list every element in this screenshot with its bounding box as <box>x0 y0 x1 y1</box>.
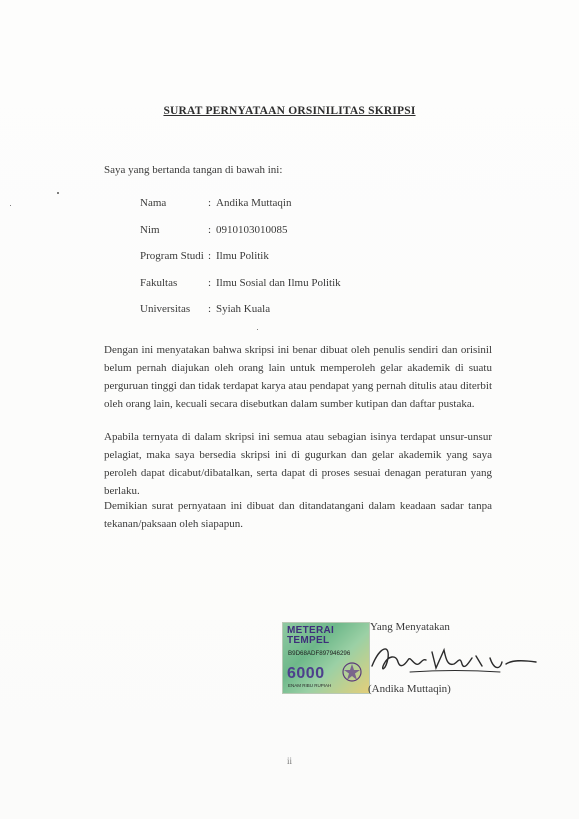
field-label: Universitas <box>140 303 191 315</box>
scan-speck <box>257 329 258 330</box>
field-label: Program Studi <box>140 250 204 262</box>
field-row-nama <box>140 197 341 224</box>
field-value: Ilmu Sosial dan Ilmu Politik <box>216 276 341 289</box>
page-number: ii <box>286 756 292 766</box>
field-label: Nama <box>140 197 167 209</box>
paragraph-closing: Demikian surat pernyataan ini dibuat dan ditandatangani dalam keadaan sadar tanpa tekanan/paksaan oleh siapapun. <box>104 500 492 530</box>
field-row-program-studi <box>140 250 341 277</box>
paragraph-declaration: Dengan ini menyatakan bahwa skripsi ini benar dibuat oleh penulis sendiri dan orisinil belum pernah diajukan oleh orang lain untuk memperoleh gelar akademik di suatu perguruan tinggi dan tidak terdapat karya atau pendapat yang pernah ditulis atau diterbit oleh orang lain, kecuali secara disebutkan dalam sumber kutipan dan daftar pustaka. <box>104 344 492 410</box>
stamp-subtitle: ENAM RIBU RUPIAH <box>288 683 332 688</box>
field-separator: : <box>208 276 212 289</box>
field-separator: : <box>208 303 212 315</box>
paragraph-plagiarism: Apabila ternyata di dalam skripsi ini semua atau sebagian isinya terdapat unsur-unsur pelagiat, maka saya bersedia skripsi ini di gugurkan dan gelar akademik yang saya peroleh dapat dicabut/dibatalkan, serta dapat di proses sesuai denagan peraturan yang berlaku. <box>104 431 492 497</box>
scan-speck <box>57 192 59 194</box>
field-separator: : <box>208 223 212 236</box>
stamp-code: B9D68ADF897946296 <box>288 650 351 657</box>
intro-text: Saya yang bertanda tangan di bawah ini: <box>104 164 283 176</box>
field-separator: : <box>208 197 212 209</box>
stamp-value: 6000 <box>287 665 325 682</box>
signer-role: Yang Menyatakan <box>370 621 450 633</box>
signer-name: (Andika Muttaqin) <box>368 683 451 695</box>
field-label: Fakultas <box>140 276 178 289</box>
scan-speck <box>10 205 11 206</box>
document-title: SURAT PERNYATAAN ORSINILITAS SKRIPSI <box>163 105 416 117</box>
field-separator: : <box>208 250 212 262</box>
stamp-title <box>287 626 334 646</box>
stamp-title-line1: METERAI <box>287 625 335 636</box>
stamp-title-line2: TEMPEL <box>287 635 330 646</box>
field-row-nim <box>140 224 341 251</box>
field-value: Syiah Kuala <box>216 303 271 315</box>
field-row-universitas <box>140 303 341 330</box>
field-value: Andika Muttaqin <box>216 197 292 209</box>
handwritten-signature <box>350 636 550 686</box>
field-value: 0910103010085 <box>216 223 288 236</box>
field-label: Nim <box>140 223 160 236</box>
field-value: Ilmu Politik <box>216 250 269 262</box>
field-row-fakultas <box>140 277 341 304</box>
identity-fields <box>140 197 341 330</box>
